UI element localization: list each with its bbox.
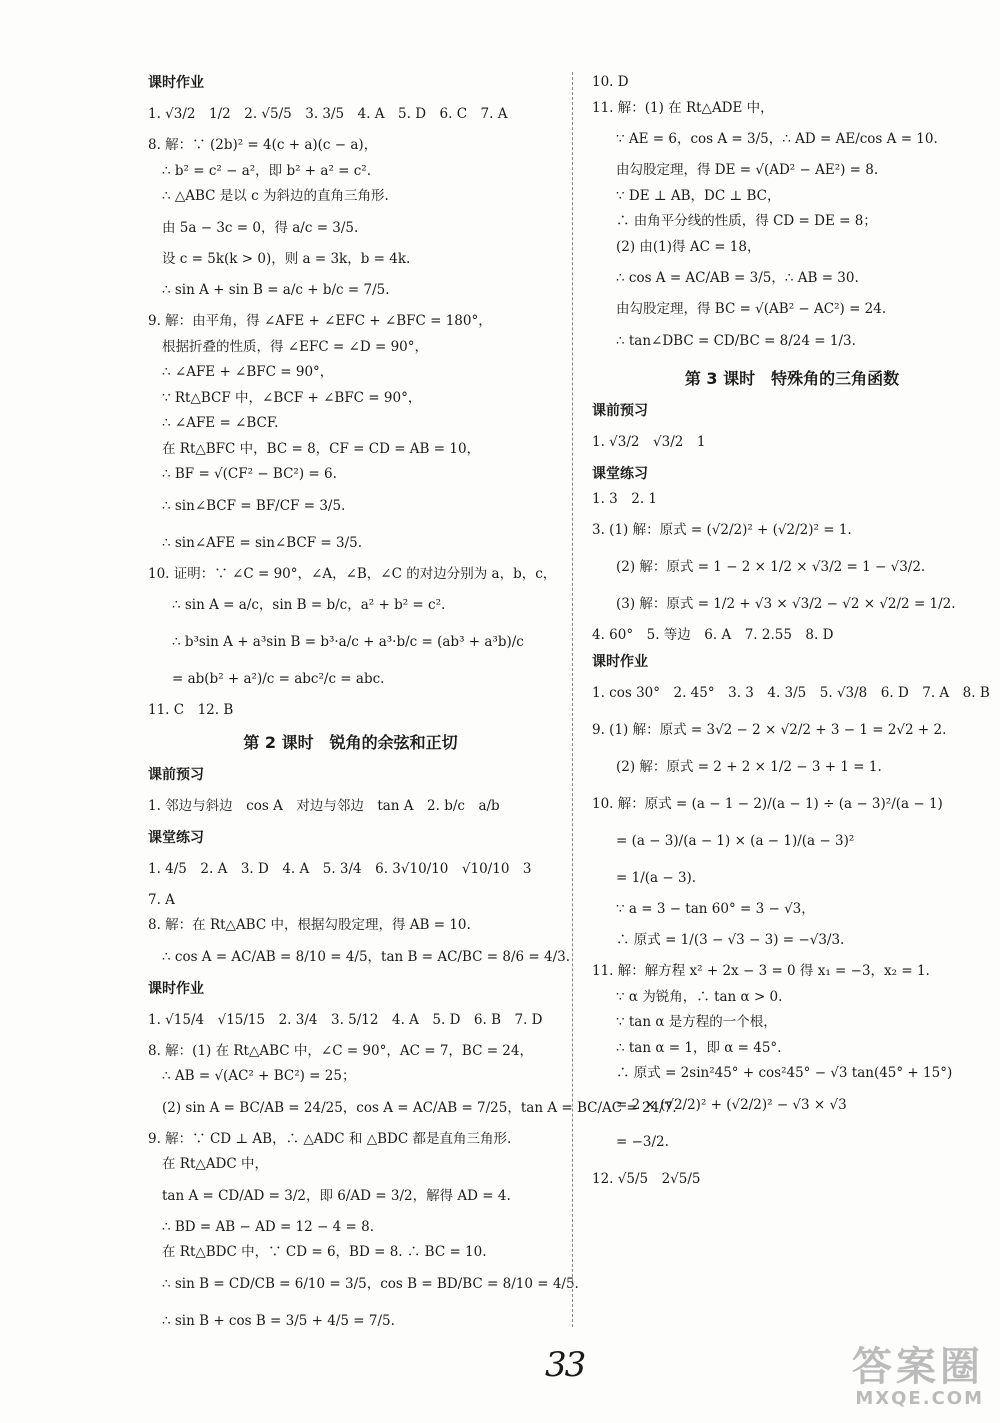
answer-line: 7. A xyxy=(148,891,175,908)
answer-line: ∴ 原式 = 1/(3 − √3 − 3) = −√3/3. xyxy=(616,932,845,948)
answer-line: 9. (1) 解：原式 = 3√2 − 2 × √2/2 + 3 − 1 = 2√2 + 2. xyxy=(592,721,947,738)
answer-line: ∴ sin A = a/c，sin B = b/c，a² + b² = c². xyxy=(172,597,446,613)
answer-line: 12. √5/5 2√5/5 xyxy=(592,1170,701,1187)
answer-line: 3. (1) 解：原式 = (√2/2)² + (√2/2)² = 1. xyxy=(592,522,852,538)
answer-line: 11. C 12. B xyxy=(148,702,234,718)
section-heading: 课时作业 xyxy=(148,75,204,91)
answer-line: ∵ DE ⊥ AB，DC ⊥ BC， xyxy=(616,187,781,204)
answer-line: ∴ b² = c² − a²，即 b² + a² = c². xyxy=(162,162,372,179)
answer-line: = (a − 3)/(a − 1) × (a − 1)/(a − 3)² xyxy=(616,832,855,849)
answer-line: ∵ a = 3 − tan 60° = 3 − √3， xyxy=(616,900,815,917)
answer-line: ∴ ∠AFE + ∠BFC = 90°， xyxy=(162,364,334,380)
page-number: 33 xyxy=(545,1345,585,1385)
lesson-title: 第 2 课时 锐角的余弦和正切 xyxy=(243,732,458,752)
section-heading: 课堂练习 xyxy=(148,829,204,846)
answer-line: ∴ sin B = CD/CB = 6/10 = 3/5，cos B = BD/BC = 8/10 = 4/5. xyxy=(162,1275,579,1292)
answer-line: ∴ cos A = AC/AB = 8/10 = 4/5，tan B = AC/BC = 8/6 = 4/3. xyxy=(162,948,570,965)
answer-line: ∵ α 为锐角，∴ tan α > 0. xyxy=(616,988,783,1005)
answer-line: 10. 证明：∵ ∠C = 90°，∠A，∠B，∠C 的对边分别为 a，b，c， xyxy=(148,565,557,582)
answer-line: 由 5a − 3c = 0，得 a/c = 3/5. xyxy=(162,219,359,236)
answer-line: 8. 解：∵ (2b)² = 4(c + a)(c − a)， xyxy=(148,137,378,153)
answer-line: ∴ △ABC 是以 c 为斜边的直角三角形. xyxy=(162,188,389,204)
section-heading: 课时作业 xyxy=(592,653,648,670)
watermark-url: MXQE.COM xyxy=(855,1388,984,1409)
answer-line: 1. √3/2 1/2 2. √5/5 3. 3/5 4. A 5. D 6. C 7. A xyxy=(148,106,508,122)
answer-line: ∴ 原式 = 2sin²45° + cos²45° − √3 tan(45° + 15°) xyxy=(616,1065,953,1081)
section-heading: 课堂练习 xyxy=(592,465,648,482)
lesson-title: 第 3 课时 特殊角的三角函数 xyxy=(684,368,900,388)
answer-line: 4. 60° 5. 等边 6. A 7. 2.55 8. D xyxy=(592,627,834,643)
answer-line: ∴ tan α = 1，即 α = 45°. xyxy=(616,1039,782,1056)
answer-line: 根据折叠的性质，得 ∠EFC = ∠D = 90°， xyxy=(162,338,429,355)
answer-line: (2) 解：原式 = 2 + 2 × 1/2 − 3 + 1 = 1. xyxy=(616,758,882,775)
answer-line: ∴ cos A = AC/AB = 3/5，∴ AB = 30. xyxy=(616,270,859,286)
answer-line: ∵ tan α 是方程的一个根， xyxy=(616,1014,777,1030)
answer-line: 在 Rt△BFC 中，BC = 8，CF = CD = AB = 10， xyxy=(162,440,481,457)
answer-line: 由勾股定理，得 BC = √(AB² − AC²) = 24. xyxy=(616,301,887,317)
answer-line: 在 Rt△ADC 中， xyxy=(162,1156,268,1172)
answer-line: = 2 × (√2/2)² + (√2/2)² − √3 × √3 xyxy=(616,1096,847,1113)
watermark-text: 答案圈 xyxy=(852,1344,984,1390)
answer-line: ∴ sin∠AFE = sin∠BCF = 3/5. xyxy=(162,534,363,551)
answer-line: 1. 4/5 2. A 3. D 4. A 5. 3/4 6. 3√10/10 √10/10 3 xyxy=(148,860,532,877)
answer-line: ∴ tan∠DBC = CD/BC = 8/24 = 1/3. xyxy=(616,332,856,349)
answer-line: 9. 解：∵ CD ⊥ AB，∴ △ADC 和 △BDC 都是直角三角形. xyxy=(148,1130,512,1147)
answer-line: 设 c = 5k(k > 0)，则 a = 3k，b = 4k. xyxy=(162,250,411,267)
answer-line: tan A = CD/AD = 3/2，即 6/AD = 3/2，解得 AD = 4. xyxy=(162,1187,511,1204)
section-heading: 课前预习 xyxy=(592,402,648,419)
answer-column-right xyxy=(592,70,992,1198)
answer-line: 1. 3 2. 1 xyxy=(592,490,658,507)
answer-line: 10. D xyxy=(592,74,629,90)
answer-line: ∵ AE = 6，cos A = 3/5，∴ AD = AE/cos A = 10. xyxy=(616,131,938,147)
answer-line: ∴ sin A + sin B = a/c + b/c = 7/5. xyxy=(162,282,390,298)
answer-line: ∴ BD = AB − AD = 12 − 4 = 8. xyxy=(162,1218,374,1235)
answer-line: 11. 解：解方程 x² + 2x − 3 = 0 得 x₁ = −3，x₂ = 1. xyxy=(592,963,930,979)
answer-line: ∴ ∠AFE = ∠BCF. xyxy=(162,415,279,431)
answer-line: (2) 解：原式 = 1 − 2 × 1/2 × √3/2 = 1 − √3/2. xyxy=(616,559,926,575)
answer-line: 在 Rt△BDC 中，∵ CD = 6，BD = 8. ∴ BC = 10. xyxy=(162,1244,487,1260)
answer-line: (3) 解：原式 = 1/2 + √3 × √3/2 − √2 × √2/2 = 1/2. xyxy=(616,596,956,612)
answer-line: 1. cos 30° 2. 45° 3. 3 4. 3/5 5. √3/8 6. D 7. A 8. B xyxy=(592,684,990,701)
answer-line: = −3/2. xyxy=(616,1133,669,1150)
answer-line: ∴ BF = √(CF² − BC²) = 6. xyxy=(162,466,337,482)
answer-line: 11. 解：(1) 在 Rt△ADE 中， xyxy=(592,99,774,116)
answer-line: 1. 邻边与斜边 cos A 对边与邻边 tan A 2. b/c a/b xyxy=(148,797,500,814)
answer-line: 9. 解：由平角，得 ∠AFE + ∠EFC + ∠BFC = 180°， xyxy=(148,313,492,329)
answer-line: = ab(b² + a²)/c = abc²/c = abc. xyxy=(172,671,385,687)
answer-line: (2) sin A = BC/AB = 24/25，cos A = AC/AB = 7/25，tan A = BC/AC = 24/7. xyxy=(162,1099,677,1116)
answer-line: ∵ Rt△BCF 中，∠BCF + ∠BFC = 90°， xyxy=(162,389,422,406)
answer-line: ∴ sin B + cos B = 3/5 + 4/5 = 7/5. xyxy=(162,1312,395,1329)
answer-line: ∴ 由角平分线的性质，得 CD = DE = 8； xyxy=(616,213,877,229)
answer-line: = 1/(a − 3). xyxy=(616,869,697,886)
answer-line: 10. 解：原式 = (a − 1 − 2)/(a − 1) ÷ (a − 3)²/(a − 1) xyxy=(592,795,943,812)
watermark-logo xyxy=(852,1345,984,1409)
answer-line: 8. 解：在 Rt△ABC 中，根据勾股定理，得 AB = 10. xyxy=(148,917,471,933)
answer-line: ∴ sin∠BCF = BF/CF = 3/5. xyxy=(162,497,346,514)
answer-line: ∴ b³sin A + a³sin B = b³·a/c + a³·b/c = (ab³ + a³b)/c xyxy=(172,634,524,650)
answer-line: 1. √15/4 √15/15 2. 3/4 3. 5/12 4. A 5. D 6. B 7. D xyxy=(148,1011,543,1028)
answer-line: (2) 由(1)得 AC = 18， xyxy=(616,238,761,255)
answer-line: ∴ AB = √(AC² + BC²) = 25； xyxy=(162,1068,356,1084)
column-divider xyxy=(572,72,573,1327)
answer-line: 8. 解：(1) 在 Rt△ABC 中，∠C = 90°，AC = 7，BC = 24， xyxy=(148,1042,533,1059)
answer-line: 1. √3/2 √3/2 1 xyxy=(592,433,706,450)
section-heading: 课前预习 xyxy=(148,766,204,783)
answer-line: 由勾股定理，得 DE = √(AD² − AE²) = 8. xyxy=(616,162,879,178)
section-heading: 课时作业 xyxy=(148,980,204,997)
